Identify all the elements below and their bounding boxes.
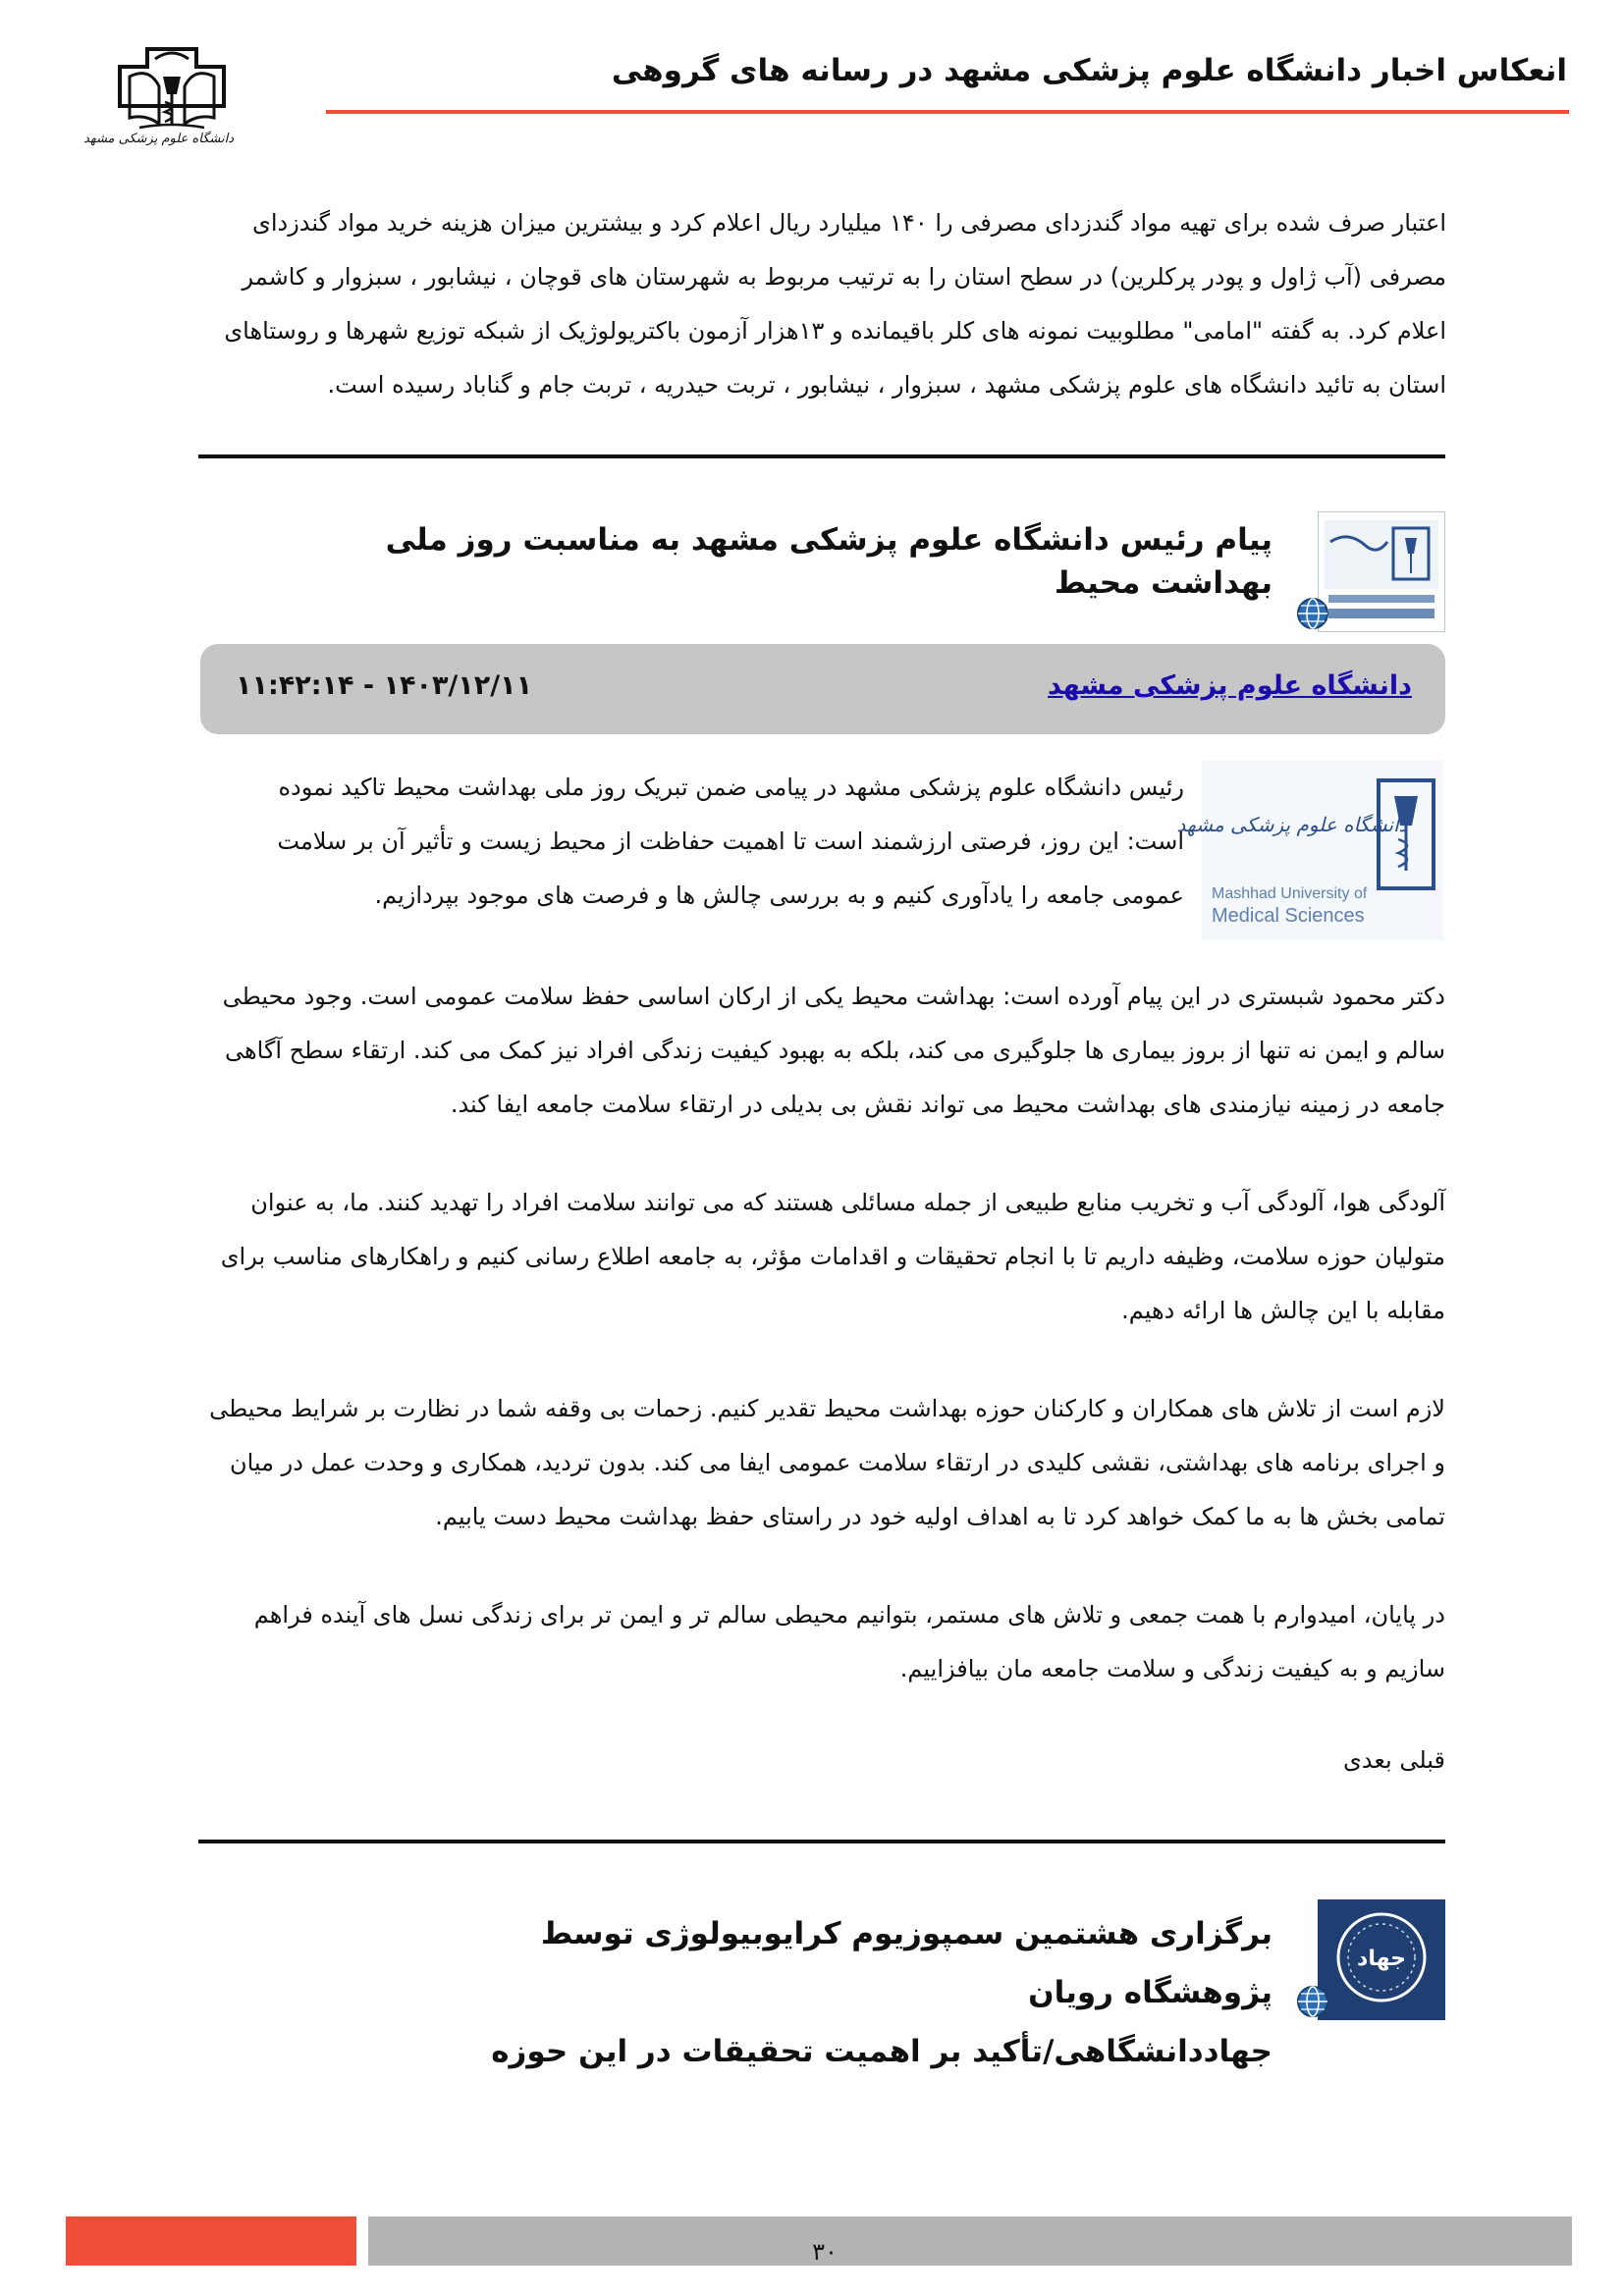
article-paragraph: آلودگی هوا، آلودگی آب و تخریب منابع طبیعی از جمله مسائلی هستند که می توانند سلامت افراد را تهدید کنند. ما، به عنوان متولیان حوزه سلامت، وظیفه داریم تا با انجام تحقیقات و اقدامات مؤثر، به جامعه اطلاع رسانی کنیم و راهکارهای مناسب برای مقابله با این چالش ها ارائه دهیم. [220,1189,1445,1324]
article-image [1176,761,1443,940]
article-title[interactable]: پیام رئیس دانشگاه علوم پزشکی مشهد به مناسبت روز ملی بهداشت محیط [385,522,1272,601]
intro-paragraph: اعتبار صرف شده برای تهیه مواد گندزدای مصرفی را ۱۴۰ میلیارد ریال اعلام کرد و بیشترین میزان هزینه خرید مواد گندزدای مصرفی (آب ژاول و پودر پرکلرین) در سطح استان را به ترتیب مربوط به شهرستان های قوچان ، نیشابور ، سبزوار و کاشمر اعلام کرد. به گفته "امامی" مطلوبیت نمونه های کلر باقیمانده و ۱۳هزار آزمون باکتریولوژیک از شبکه توزیع شهرها و روستاهای استان به تائید دانشگاه های علوم پزشکی مشهد ، سبزوار ، نیشابور ، تربت حیدریه ، تربت جام و گناباد رسیده است. [224,209,1446,399]
pager-prev-link[interactable]: قبلی [1399,1746,1445,1774]
section-divider [198,1840,1445,1843]
article-lead: رئیس دانشگاه علوم پزشکی مشهد در پیامی ضمن تبریک روز ملی بهداشت محیط تاکید نموده است: این روز، فرصتی ارزشمند است تا اهمیت حفاظت از محیط زیست و تأثیر آن بر سلامت عمومی جامعه را یادآوری کنیم و به بررسی چالش ها و فرصت های موجود بپردازیم. [277,774,1184,909]
article-paragraph: لازم است از تلاش های همکاران و کارکنان حوزه بهداشت محیط تقدیر کنیم. زحمات بی وقفه شما در نظارت بر شرایط محیطی و اجرای برنامه های بهداشتی، نقشی کلیدی در ارتقاء سلامت عمومی ایفا می کند. بدون تردید، همکاری و وحدت عمل در میان تمامی بخش ها به ما کمک خواهد کرد تا به اهداف اولیه خود در راستای حفظ بهداشت محیط دست یابیم. [209,1395,1445,1530]
logo-caption: دانشگاه علوم پزشکی مشهد [83,132,234,146]
image-caption-en-1: Mashhad University of [1212,885,1368,902]
article-title[interactable] [389,1904,1272,2081]
section-divider [198,454,1445,458]
image-caption-fa: دانشگاه علوم پزشکی مشهد [1176,813,1408,836]
page-header-title: انعکاس اخبار دانشگاه علوم پزشکی مشهد در رسانه های گروهی [611,53,1567,88]
pager-next-link[interactable]: بعدی [1343,1746,1392,1774]
footer-bar [368,2216,1572,2266]
globe-icon[interactable] [1296,597,1329,630]
footer-accent-bar [66,2216,356,2266]
globe-icon[interactable] [1296,1985,1329,2018]
pager [1343,1740,1445,1780]
university-logo-icon[interactable] [1318,511,1445,632]
article-paragraph: در پایان، امیدوارم با همت جمعی و تلاش های مستمر، بتوانیم محیطی سالم تر و ایمن تر برای زندگی نسل های آینده فراهم سازیم و به کیفیت زندگی و سلامت جامعه مان بیافزاییم. [253,1601,1445,1682]
publish-datetime: ۱۴۰۳/۱۲/۱۱ - ۱۱:۴۲:۱۴ [236,670,533,701]
article-paragraph: دکتر محمود شبستری در این پیام آورده است: بهداشت محیط یکی از ارکان اساسی حفظ سلامت عمومی است. وجود محیطی سالم و ایمن نه تنها از بروز بیماری ها جلوگیری می کند، بلکه به بهبود کیفیت زندگی افراد نیز کمک می کند. ارتقاء سطح آگاهی جامعه در زمینه نیازمندی های بهداشت محیط می تواند نقش بی بدیلی در ارتقاء سلامت جامعه ایفا کند. [222,983,1445,1118]
article-title-line: برگزاری هشتمین سمپوزیوم کرایوبیولوژی توسط پژوهشگاه رویان [540,1916,1272,2010]
image-caption-en-2: Medical Sciences [1212,905,1365,927]
page-number: ۳۰ [812,2238,838,2266]
jahad-logo-text: جهاد [1357,1947,1406,1971]
header-divider [326,110,1569,114]
jahad-logo-icon[interactable] [1318,1899,1445,2020]
source-link[interactable]: دانشگاه علوم پزشکی مشهد [1048,670,1412,701]
article-title-line: جهاددانشگاهی/تأکید بر اهمیت تحقیقات در این حوزه [491,2034,1272,2069]
